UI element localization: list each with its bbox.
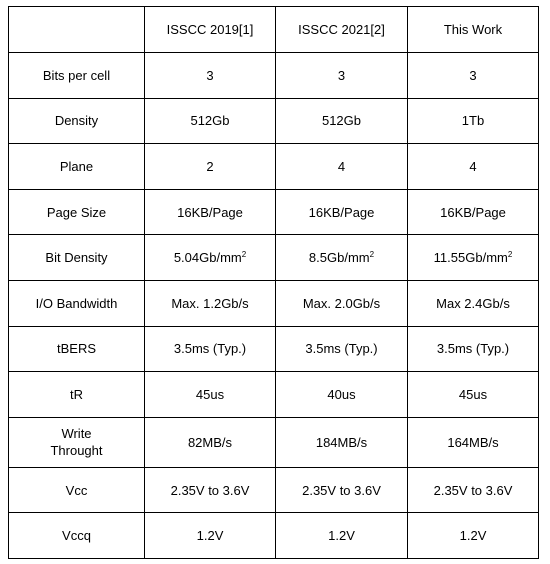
cell-value: 11.55Gb/mm bbox=[433, 250, 508, 266]
table-cell: 3 bbox=[276, 53, 408, 99]
table-cell: 3 bbox=[145, 53, 276, 99]
table-cell: 1.2V bbox=[408, 513, 539, 559]
table-cell: 4 bbox=[408, 144, 539, 190]
row-label: Vccq bbox=[9, 513, 145, 559]
table-cell: 164MB/s bbox=[408, 417, 539, 467]
corner-cell bbox=[9, 7, 145, 53]
table-cell: 3 bbox=[408, 53, 539, 99]
table-cell: 1Tb bbox=[408, 98, 539, 144]
row-label: Density bbox=[9, 98, 145, 144]
cell-value: 5.04Gb/mm bbox=[173, 250, 242, 266]
row-label-line: Write bbox=[61, 426, 92, 442]
column-header-isscc-2019: ISSCC 2019[1] bbox=[145, 7, 276, 53]
table-cell: 2.35V to 3.6V bbox=[408, 467, 539, 513]
row-label: Vcc bbox=[9, 467, 145, 513]
table-row-page-size bbox=[9, 189, 539, 235]
table-cell: 3.5ms (Typ.) bbox=[145, 326, 276, 372]
table-row-io-bandwidth bbox=[9, 280, 539, 326]
table-cell: 40us bbox=[276, 372, 408, 418]
table-cell: 16KB/Page bbox=[408, 189, 539, 235]
table-row-bits-per-cell bbox=[9, 53, 539, 99]
table-cell: 512Gb bbox=[145, 98, 276, 144]
table-cell: Max 2.4Gb/s bbox=[408, 280, 539, 326]
table-row-vcc bbox=[9, 467, 539, 513]
table-row-plane bbox=[9, 144, 539, 190]
row-label bbox=[9, 417, 145, 467]
table-cell: 1.2V bbox=[145, 513, 276, 559]
table-cell: 512Gb bbox=[276, 98, 408, 144]
row-label: Bits per cell bbox=[9, 53, 145, 99]
row-label: tR bbox=[9, 372, 145, 418]
row-label-line: Throught bbox=[50, 443, 103, 459]
table-cell: 4 bbox=[276, 144, 408, 190]
table-cell: 3.5ms (Typ.) bbox=[408, 326, 539, 372]
column-header-isscc-2021: ISSCC 2021[2] bbox=[276, 7, 408, 53]
table-row-vccq bbox=[9, 513, 539, 559]
unit-exponent: 2 bbox=[507, 250, 513, 260]
table-cell: 16KB/Page bbox=[276, 189, 408, 235]
table-cell bbox=[145, 235, 276, 281]
table-cell: Max. 2.0Gb/s bbox=[276, 280, 408, 326]
table-row-tr bbox=[9, 372, 539, 418]
table-row-write-throught bbox=[9, 417, 539, 467]
table-cell: Max. 1.2Gb/s bbox=[145, 280, 276, 326]
column-header-this-work: This Work bbox=[408, 7, 539, 53]
row-label: Bit Density bbox=[9, 235, 145, 281]
comparison-table bbox=[8, 6, 539, 559]
row-label: I/O Bandwidth bbox=[9, 280, 145, 326]
table-cell: 2.35V to 3.6V bbox=[145, 467, 276, 513]
table-row-density bbox=[9, 98, 539, 144]
table-cell: 82MB/s bbox=[145, 417, 276, 467]
unit-exponent: 2 bbox=[369, 250, 375, 260]
table-row-bit-density bbox=[9, 235, 539, 281]
table-cell bbox=[276, 235, 408, 281]
row-label: tBERS bbox=[9, 326, 145, 372]
table-cell: 45us bbox=[408, 372, 539, 418]
table-cell bbox=[408, 235, 539, 281]
header-row bbox=[9, 7, 539, 53]
table-row-tbers bbox=[9, 326, 539, 372]
table-cell: 3.5ms (Typ.) bbox=[276, 326, 408, 372]
cell-value: 8.5Gb/mm bbox=[308, 250, 370, 266]
table-cell: 2.35V to 3.6V bbox=[276, 467, 408, 513]
unit-exponent: 2 bbox=[241, 250, 247, 260]
table-cell: 2 bbox=[145, 144, 276, 190]
table-cell: 45us bbox=[145, 372, 276, 418]
table-cell: 184MB/s bbox=[276, 417, 408, 467]
table-cell: 1.2V bbox=[276, 513, 408, 559]
table-cell: 16KB/Page bbox=[145, 189, 276, 235]
row-label: Plane bbox=[9, 144, 145, 190]
row-label: Page Size bbox=[9, 189, 145, 235]
